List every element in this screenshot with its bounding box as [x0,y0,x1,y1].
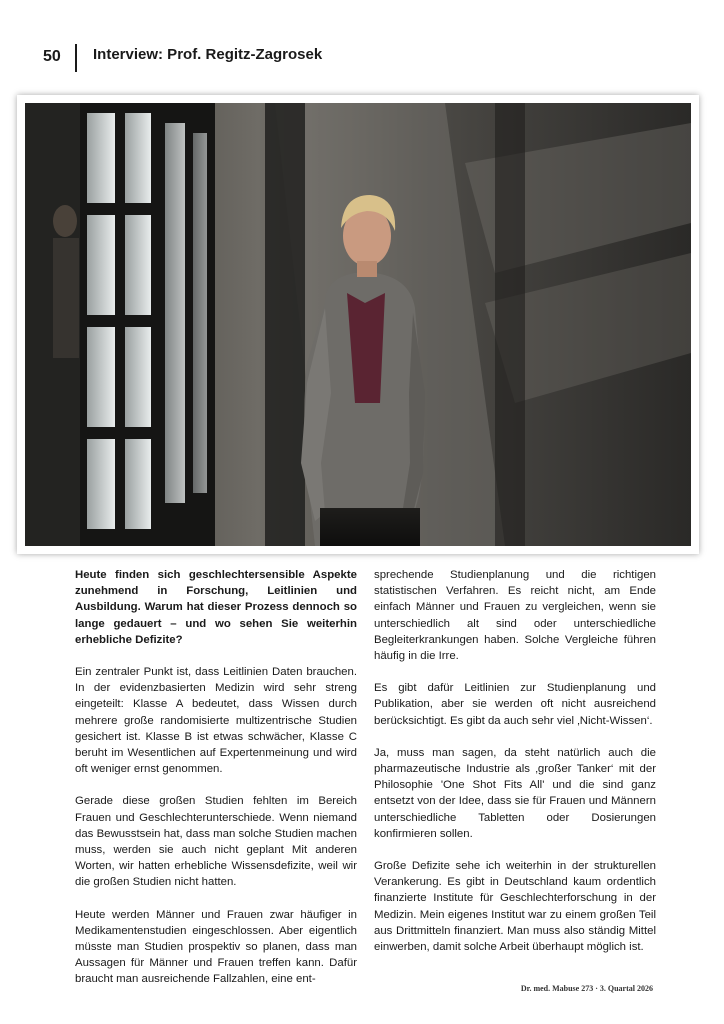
article-column-right [374,567,656,971]
header-divider [75,44,77,72]
answer-paragraph: Heute werden Männer und Frauen zwar häufiger in Medikamentenstudien eingeschlossen. Aber eigentlich müsste man Studien prospektiv so planen, dass man Aussagen für Männer und Frauen treffen kann. Dafür braucht man ausreichende Fallzahlen, eine ent- [75,908,357,986]
answer-paragraph: Ein zentraler Punkt ist, dass Leitlinien Daten brauchen. In der evidenzbasierten Medizin wird sehr streng eingeteilt: Klasse A bedeutet, dass Wissen durch mehrere große randomisierte multizentrische Studien gesichert ist. Klasse B ist etwas schwächer, Klasse C beruht im Wesentlichen auf Expertenmeinung und wird oft weniger ernst genommen. [75,666,357,776]
answer-paragraph: Ja, muss man sagen, da steht natürlich auch die pharmazeutische Industrie als ‚großer Tanker‘ mit der Philosophie 'One Shot Fits All' und die sind ganz entsetzt von der Idee, dass sie für Frauen und Männern unterschiedliche Tabletten oder Dosierungen konfirmieren sollen. [374,746,656,840]
answer-paragraph: Gerade diese großen Studien fehlten im Bereich Frauen und Geschlechterunterschiede. Wenn niemand das Bewusstsein hat, dass man solche Studien machen muss, werden sie auch nicht geplant Mit anderen Worten, wir hatten erhebliche Wissensdefizite, weil wir die großen Studien nicht hatten. [75,795,357,889]
interview-question: Heute finden sich geschlechtersensible Aspekte zunehmend in Forschung, Leitlinien und Ausbildung. Warum hat dieser Prozess dennoch so lange gedauert – und wo sehen Sie weiterhin erhebliche Defizite? [75,569,357,646]
portrait-photo [25,103,691,546]
issue-footer: Dr. med. Mabuse 273 · 3. Quartal 2026 [520,984,653,993]
answer-paragraph: Große Defizite sehe ich weiterhin in der strukturellen Verankerung. Es gibt in Deutschland kaum ordentlich finanzierte Institute für Geschlechterforschung in der Medizin. Mein eigenes Institut war zu einem großen Teil aus Drittmitteln finanziert. Man muss also ständig Mittel einwerben, damit solche Arbeit überhaupt möglich ist. [374,860,656,954]
article-column-left [75,567,357,1004]
answer-paragraph: Es gibt dafür Leitlinien zur Studienplanung und Publikation, aber sie werden oft nicht ausreichend berücksichtigt. Es gibt da auch sehr viel ‚Nicht-Wissen‘. [374,682,656,727]
answer-paragraph: sprechende Studienplanung und die richtigen statistischen Verfahren. Es reicht nicht, am Ende einfach Männer und Frauen zu vergleichen, wenn sie unterschiedlich alt sind oder unterschiedliche Begleiterkrankungen haben. Solche Vergleiche führen häufig in die Irre. [374,569,656,663]
page-title: Interview: Prof. Regitz-Zagrosek [93,46,323,63]
photo-frame [17,95,699,554]
page-number: 50 [43,48,61,65]
